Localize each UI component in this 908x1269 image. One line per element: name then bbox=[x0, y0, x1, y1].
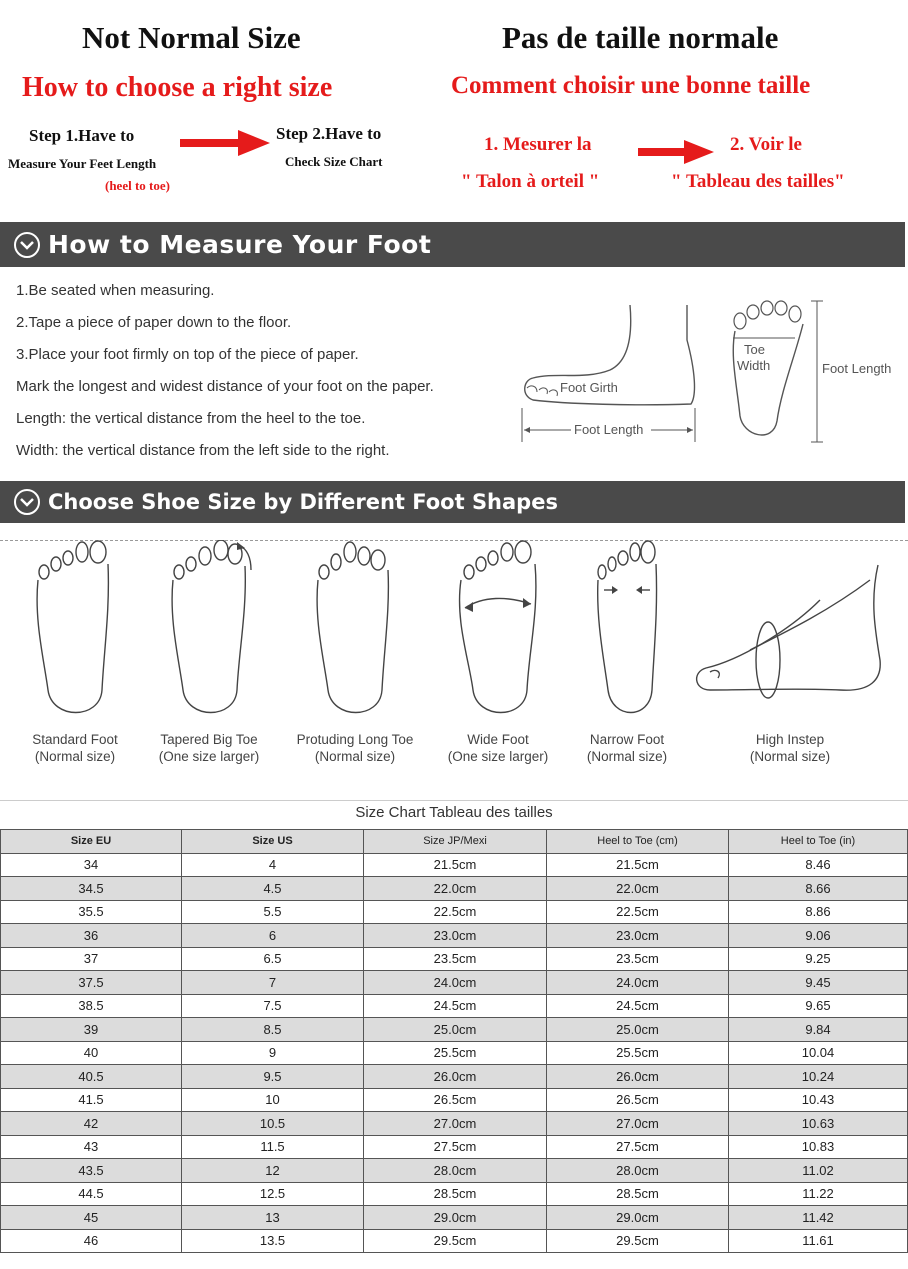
table-cell: 23.5cm bbox=[364, 947, 547, 971]
shape-name: High Instep bbox=[755, 732, 825, 747]
instruction-line: 3.Place your foot firmly on top of the piece of paper. bbox=[16, 346, 359, 363]
fr-step1-title: 1. Mesurer la bbox=[484, 134, 592, 155]
table-cell: 26.0cm bbox=[547, 1065, 729, 1089]
step1-note: (heel to toe) bbox=[105, 178, 170, 193]
tapered-big-toe-icon bbox=[165, 540, 265, 720]
table-row bbox=[1, 1041, 908, 1065]
title-fr: Pas de taille normale bbox=[502, 20, 779, 55]
table-row bbox=[1, 1229, 908, 1253]
shape-name: Standard Foot bbox=[32, 732, 118, 747]
instruction-line: Width: the vertical distance from the left side to the right. bbox=[16, 442, 390, 459]
section-bar-shapes bbox=[0, 481, 905, 523]
table-cell: 8.46 bbox=[729, 853, 908, 877]
table-cell: 8.5 bbox=[182, 1018, 364, 1042]
table-row bbox=[1, 900, 908, 924]
instruction-line: Mark the longest and widest distance of your foot on the paper. bbox=[16, 378, 434, 395]
label-toe: Toe bbox=[744, 342, 765, 357]
table-cell: 11.5 bbox=[182, 1135, 364, 1159]
fr-step2-desc: " Tableau des tailles" bbox=[671, 171, 845, 192]
table-cell: 25.5cm bbox=[364, 1041, 547, 1065]
shape-note: (Normal size) bbox=[314, 749, 396, 764]
table-cell: 22.5cm bbox=[364, 900, 547, 924]
table-cell: 10.5 bbox=[182, 1112, 364, 1136]
table-cell: 44.5 bbox=[1, 1182, 182, 1206]
step1-title: Step 1.Have to bbox=[29, 126, 135, 145]
subtitle-en: How to choose a right size bbox=[22, 72, 333, 103]
instruction-line: 1.Be seated when measuring. bbox=[16, 282, 215, 299]
table-row bbox=[1, 1206, 908, 1230]
shape-label-tapered bbox=[148, 731, 270, 765]
table-row bbox=[1, 1112, 908, 1136]
subtitle-fr: Comment choisir une bonne taille bbox=[451, 72, 811, 99]
size-chart-table bbox=[0, 829, 908, 1253]
table-cell: 11.42 bbox=[729, 1206, 908, 1230]
table-cell: 8.66 bbox=[729, 877, 908, 901]
shape-label-high-instep bbox=[735, 731, 845, 765]
table-row bbox=[1, 1088, 908, 1112]
narrow-foot-icon bbox=[590, 540, 670, 720]
table-cell: 9.84 bbox=[729, 1018, 908, 1042]
fr-step2-title: 2. Voir le bbox=[730, 134, 802, 155]
table-header-row bbox=[1, 830, 908, 854]
label-width: Width bbox=[737, 358, 771, 373]
shape-label-narrow bbox=[572, 731, 682, 765]
table-cell: 22.5cm bbox=[547, 900, 729, 924]
table-cell: 36 bbox=[1, 924, 182, 948]
shape-note: (Normal size) bbox=[586, 749, 668, 764]
table-cell: 23.5cm bbox=[547, 947, 729, 971]
table-cell: 9.06 bbox=[729, 924, 908, 948]
table-cell: 24.5cm bbox=[547, 994, 729, 1018]
size-chart-title: Size Chart Tableau des tailles bbox=[355, 804, 553, 821]
table-cell: 42 bbox=[1, 1112, 182, 1136]
table-row bbox=[1, 971, 908, 995]
measure-instructions bbox=[16, 282, 434, 474]
table-cell: 27.0cm bbox=[364, 1112, 547, 1136]
size-chart-body bbox=[1, 853, 908, 1253]
step2-title: Step 2.Have to bbox=[276, 124, 382, 143]
dashed-divider bbox=[0, 540, 908, 541]
instruction-line: 2.Tape a piece of paper down to the floor. bbox=[16, 314, 292, 331]
arrow-right-icon-fr bbox=[638, 140, 716, 164]
col-header-cm: Heel to Toe (cm) bbox=[547, 830, 729, 854]
table-cell: 37.5 bbox=[1, 971, 182, 995]
table-cell: 25.5cm bbox=[547, 1041, 729, 1065]
high-instep-icon bbox=[690, 560, 890, 705]
table-cell: 35.5 bbox=[1, 900, 182, 924]
table-cell: 11.22 bbox=[729, 1182, 908, 1206]
table-cell: 27.0cm bbox=[547, 1112, 729, 1136]
wide-foot-icon bbox=[455, 540, 545, 720]
chevron-down-icon bbox=[14, 232, 40, 258]
table-cell: 27.5cm bbox=[364, 1135, 547, 1159]
table-cell: 28.5cm bbox=[547, 1182, 729, 1206]
table-cell: 29.0cm bbox=[364, 1206, 547, 1230]
table-cell: 43 bbox=[1, 1135, 182, 1159]
chevron-down-icon bbox=[14, 489, 40, 515]
table-cell: 25.0cm bbox=[364, 1018, 547, 1042]
shape-note: (One size larger) bbox=[447, 749, 549, 764]
table-cell: 27.5cm bbox=[547, 1135, 729, 1159]
table-cell: 11.02 bbox=[729, 1159, 908, 1183]
label-foot-length-top: Foot Length bbox=[822, 361, 892, 376]
title-en: Not Normal Size bbox=[82, 20, 301, 55]
table-cell: 22.0cm bbox=[547, 877, 729, 901]
table-cell: 25.0cm bbox=[547, 1018, 729, 1042]
table-cell: 4 bbox=[182, 853, 364, 877]
table-cell: 43.5 bbox=[1, 1159, 182, 1183]
table-cell: 29.5cm bbox=[364, 1229, 547, 1253]
section-bar-measure bbox=[0, 222, 905, 267]
table-cell: 13 bbox=[182, 1206, 364, 1230]
step2-desc: Check Size Chart bbox=[285, 154, 383, 169]
table-cell: 7 bbox=[182, 971, 364, 995]
table-cell: 45 bbox=[1, 1206, 182, 1230]
shape-note: (Normal size) bbox=[34, 749, 116, 764]
shape-name: Tapered Big Toe bbox=[160, 732, 258, 747]
table-cell: 46 bbox=[1, 1229, 182, 1253]
table-cell: 12.5 bbox=[182, 1182, 364, 1206]
table-cell: 40.5 bbox=[1, 1065, 182, 1089]
table-cell: 26.0cm bbox=[364, 1065, 547, 1089]
table-cell: 5.5 bbox=[182, 900, 364, 924]
table-cell: 29.0cm bbox=[547, 1206, 729, 1230]
shape-note: (One size larger) bbox=[158, 749, 260, 764]
table-cell: 40 bbox=[1, 1041, 182, 1065]
table-cell: 24.0cm bbox=[364, 971, 547, 995]
table-row bbox=[1, 1065, 908, 1089]
table-row bbox=[1, 877, 908, 901]
col-header-eu: Size EU bbox=[1, 830, 182, 854]
label-foot-length-side: Foot Length bbox=[574, 422, 644, 437]
table-cell: 13.5 bbox=[182, 1229, 364, 1253]
table-cell: 4.5 bbox=[182, 877, 364, 901]
table-cell: 10.83 bbox=[729, 1135, 908, 1159]
table-cell: 9.5 bbox=[182, 1065, 364, 1089]
table-cell: 28.0cm bbox=[547, 1159, 729, 1183]
shape-label-protruding bbox=[285, 731, 425, 765]
table-cell: 8.86 bbox=[729, 900, 908, 924]
table-cell: 23.0cm bbox=[364, 924, 547, 948]
table-cell: 41.5 bbox=[1, 1088, 182, 1112]
table-row bbox=[1, 1018, 908, 1042]
label-foot-girth: Foot Girth bbox=[560, 380, 618, 395]
table-cell: 26.5cm bbox=[547, 1088, 729, 1112]
table-row bbox=[1, 994, 908, 1018]
table-cell: 7.5 bbox=[182, 994, 364, 1018]
instruction-line: Length: the vertical distance from the heel to the toe. bbox=[16, 410, 366, 427]
table-cell: 39 bbox=[1, 1018, 182, 1042]
protruding-long-toe-icon bbox=[310, 540, 400, 720]
table-cell: 34.5 bbox=[1, 877, 182, 901]
table-cell: 10.63 bbox=[729, 1112, 908, 1136]
col-header-in: Heel to Toe (in) bbox=[729, 830, 908, 854]
arrow-right-icon bbox=[180, 130, 272, 156]
table-cell: 28.5cm bbox=[364, 1182, 547, 1206]
shape-label-standard bbox=[15, 731, 135, 765]
shapes-heading: Choose Shoe Size by Different Foot Shapes bbox=[48, 490, 558, 514]
table-cell: 37 bbox=[1, 947, 182, 971]
col-header-us: Size US bbox=[182, 830, 364, 854]
table-cell: 12 bbox=[182, 1159, 364, 1183]
table-cell: 9.45 bbox=[729, 971, 908, 995]
shape-name: Protuding Long Toe bbox=[296, 732, 414, 747]
table-cell: 10.43 bbox=[729, 1088, 908, 1112]
table-cell: 21.5cm bbox=[547, 853, 729, 877]
table-cell: 22.0cm bbox=[364, 877, 547, 901]
table-row bbox=[1, 947, 908, 971]
col-header-jp: Size JP/Mexi bbox=[364, 830, 547, 854]
table-cell: 29.5cm bbox=[547, 1229, 729, 1253]
table-row bbox=[1, 1159, 908, 1183]
standard-foot-icon bbox=[30, 540, 120, 720]
shape-label-wide bbox=[438, 731, 558, 765]
step1-desc: Measure Your Feet Length bbox=[8, 156, 157, 171]
table-row bbox=[1, 924, 908, 948]
measure-heading: How to Measure Your Foot bbox=[48, 230, 432, 259]
table-cell: 11.61 bbox=[729, 1229, 908, 1253]
table-cell: 9 bbox=[182, 1041, 364, 1065]
shape-name: Wide Foot bbox=[467, 732, 529, 747]
table-cell: 23.0cm bbox=[547, 924, 729, 948]
table-row bbox=[1, 1135, 908, 1159]
shape-name: Narrow Foot bbox=[589, 732, 665, 747]
table-cell: 10.04 bbox=[729, 1041, 908, 1065]
table-row bbox=[1, 853, 908, 877]
shape-note: (Normal size) bbox=[749, 749, 831, 764]
table-cell: 24.5cm bbox=[364, 994, 547, 1018]
table-cell: 34 bbox=[1, 853, 182, 877]
table-cell: 10.24 bbox=[729, 1065, 908, 1089]
table-cell: 21.5cm bbox=[364, 853, 547, 877]
table-cell: 26.5cm bbox=[364, 1088, 547, 1112]
table-cell: 28.0cm bbox=[364, 1159, 547, 1183]
fr-step1-desc: " Talon à orteil " bbox=[461, 171, 600, 192]
table-cell: 38.5 bbox=[1, 994, 182, 1018]
chart-divider bbox=[0, 800, 908, 801]
table-cell: 10 bbox=[182, 1088, 364, 1112]
table-row bbox=[1, 1182, 908, 1206]
table-cell: 6 bbox=[182, 924, 364, 948]
table-cell: 24.0cm bbox=[547, 971, 729, 995]
table-cell: 9.25 bbox=[729, 947, 908, 971]
table-cell: 6.5 bbox=[182, 947, 364, 971]
table-cell: 9.65 bbox=[729, 994, 908, 1018]
